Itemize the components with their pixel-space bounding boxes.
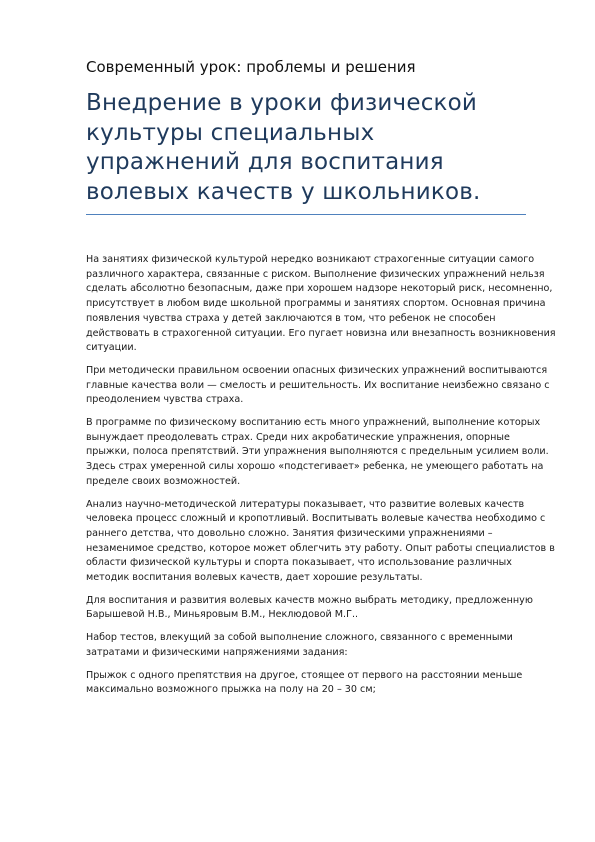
body-paragraph: На занятиях физической культурой нередко возникают страхогенные ситуации самого различного характера, связанные с риском. Выполнение физических упражнений нельзя сделать абсолютно безопасным, даже при хорошем надзоре некоторый риск, несомненно, присутствует в любом виде школьной программы и занятиях спортом. Основная причина появления чувства страха у детей заключаются в том, что ребенок не способен действовать в страхогенной ситуации. Его пугает новизна или внезапность возникновения ситуации. (86, 254, 556, 354)
body-paragraph: Прыжок с одного препятствия на другое, стоящее от первого на расстоянии меньше максимально возможного прыжка на полу на 20 – 30 см; (86, 669, 523, 696)
title-line: волевых качеств у школьников. (86, 178, 481, 205)
title-line: Внедрение в уроки физической (86, 90, 478, 116)
body-paragraph: Для воспитания и развития волевых качеств можно выбрать методику, предложенную Барышевой Н.В., Миньяровым В.М., Неклюдовой М.Г.. (86, 594, 533, 621)
title-line: культуры специальных (86, 119, 375, 146)
document-subtitle: Современный урок: проблемы и решения (86, 58, 416, 76)
body-paragraph: При методически правильном освоении опасных физических упражнений воспитываются главные качества воли — смелость и решительность. Их воспитание неизбежно связано с преодолением чувства страха. (86, 364, 550, 406)
body-paragraph: Анализ научно-методической литературы показывает, что развитие волевых качеств человека процесс сложный и кропотливый. Воспитывать волевые качества необходимо с раннего детства, что довольно сложно. Занятия физическими упражнениями – незаменимое средство, которое может облегчить эту работу. Опыт работы специалистов в области физической культуры и спорта показывает, что использование различных методик воспитания волевых качеств, дает хорошие результаты. (86, 498, 555, 584)
title-line: упражнений для воспитания (86, 149, 444, 175)
title-underline-rule (86, 214, 526, 215)
document-title (86, 89, 546, 207)
body-paragraph: Набор тестов, влекущий за собой выполнение сложного, связанного с временными затратами и физическими напряжениями задания: (86, 632, 513, 658)
body-paragraph: В программе по физическому воспитанию есть много упражнений, выполнение которых вынуждает преодолевать страх. Среди них акробатические упражнения, опорные прыжки, полоса препятствий. Эти упражнения выполняются с предельным усилием воли. Здесь страх умеренной силы хорошо «подстегивает» ребенка, не умеющего работать на пределе своих возможностей. (86, 417, 549, 487)
document-body (86, 253, 556, 706)
